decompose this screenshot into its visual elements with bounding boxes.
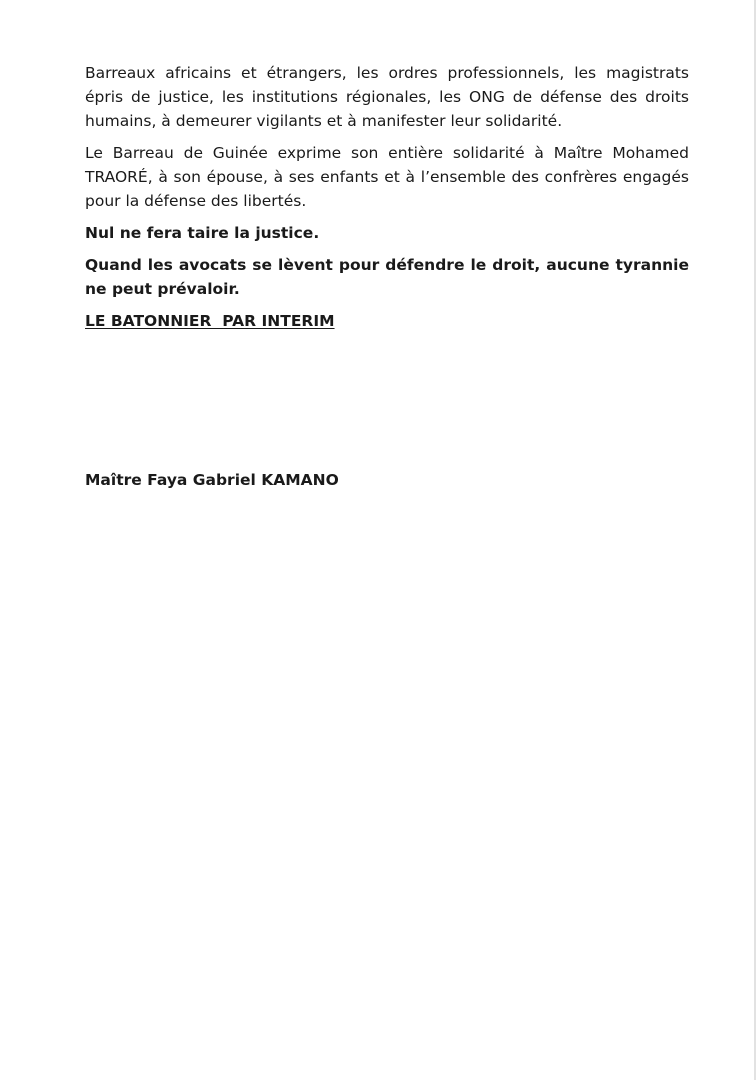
paragraph-call-to-solidarity: Barreaux africains et étrangers, les ordres professionnels, les magistrats épris de justice, les institutions régionales, les ONG de défense des droits humains, à demeurer vigilants et à manifester leur solidarité. — [85, 64, 689, 130]
paragraph-bar-solidarity: Le Barreau de Guinée exprime son entière solidarité à Maître Mohamed TRAORÉ, à son épouse, à ses enfants et à l’ensemble des confrères engagés pour la défense des libertés. — [85, 144, 689, 210]
signatory-name: Maître Faya Gabriel KAMANO — [85, 471, 339, 489]
statement-lawyers-rise: Quand les avocats se lèvent pour défendre le droit, aucune tyrannie ne peut prévaloir. — [85, 256, 689, 298]
document-body — [85, 61, 689, 333]
signature-title: LE BATONNIER PAR INTERIM — [85, 312, 335, 330]
statement-justice: Nul ne fera taire la justice. — [85, 224, 320, 242]
